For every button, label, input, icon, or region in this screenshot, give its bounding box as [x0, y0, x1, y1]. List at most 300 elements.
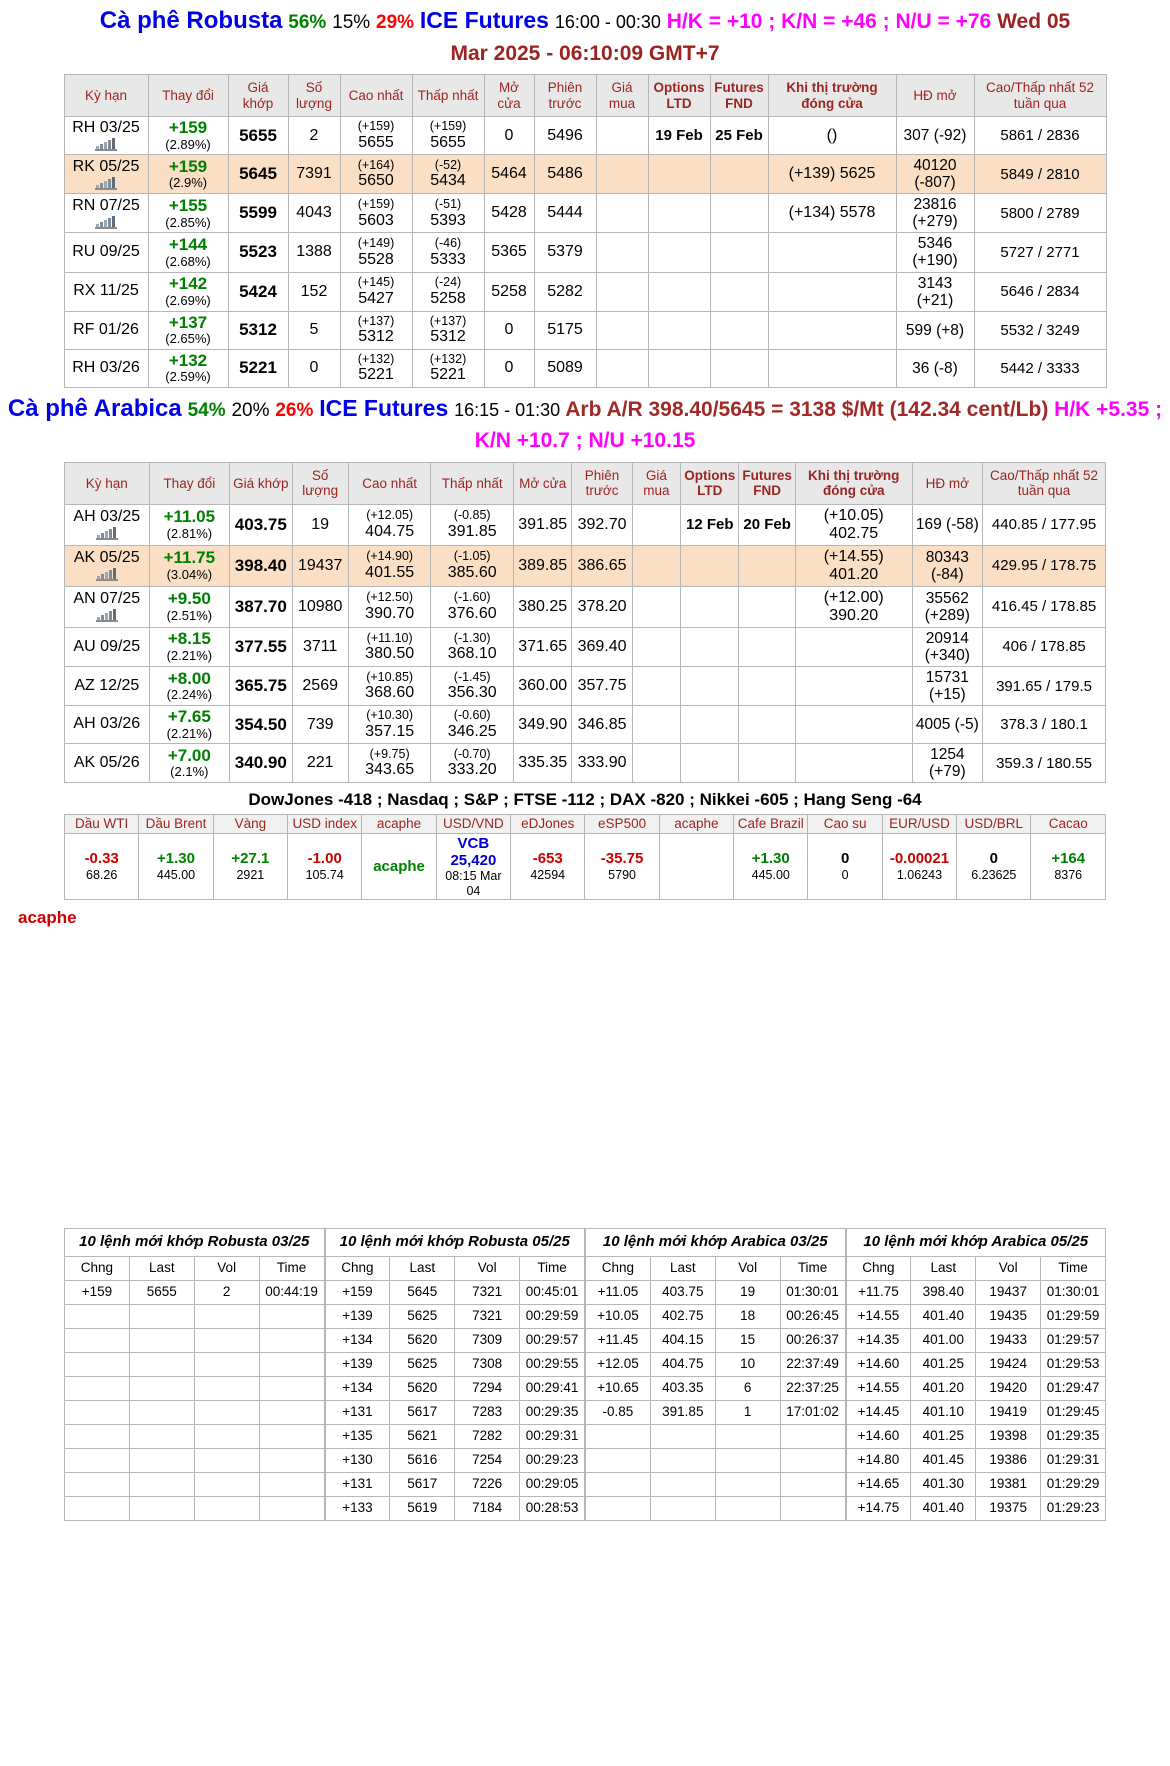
- arabica-open-interest: 15731 (+15): [912, 666, 982, 705]
- robusta-high-cell: [340, 272, 412, 311]
- col-open-interest: HĐ mở: [896, 75, 974, 117]
- quote-row[interactable]: [64, 233, 1106, 272]
- robusta-contract-symbol[interactable]: RU 09/25: [64, 233, 148, 272]
- arabica-contract-symbol[interactable]: AK 05/26: [65, 744, 150, 783]
- arabica-open-price: 391.85: [513, 504, 571, 545]
- order-cell-chng: +11.05: [586, 1280, 651, 1304]
- quote-row[interactable]: [64, 194, 1106, 233]
- order-cell-vol: 19424: [976, 1352, 1041, 1376]
- arabica-contract-symbol[interactable]: AU 09/25: [65, 627, 150, 666]
- order-row[interactable]: [325, 1352, 585, 1376]
- orders-col-chng: Chng: [586, 1256, 651, 1280]
- order-cell-last: 402.75: [650, 1304, 715, 1328]
- order-row[interactable]: [586, 1496, 846, 1520]
- order-cell-time: 01:29:57: [1041, 1328, 1106, 1352]
- high-delta: (+164): [357, 157, 395, 172]
- arabica-pct-red: 26%: [275, 399, 314, 421]
- robusta-contract-symbol[interactable]: RK 05/25: [64, 155, 148, 194]
- order-row[interactable]: [846, 1304, 1106, 1328]
- quote-row[interactable]: [65, 545, 1106, 586]
- order-row[interactable]: [65, 1328, 325, 1352]
- order-row[interactable]: [65, 1400, 325, 1424]
- change-value: +9.50: [167, 589, 211, 609]
- fx-primary-value: +27.1: [231, 850, 270, 868]
- order-row[interactable]: [846, 1496, 1106, 1520]
- order-cell-chng: +134: [325, 1328, 390, 1352]
- low-value: 5393: [430, 211, 466, 229]
- change-percent: (2.21%): [166, 725, 213, 741]
- order-row[interactable]: [846, 1376, 1106, 1400]
- order-row[interactable]: [846, 1400, 1106, 1424]
- robusta-open-interest: 5346 (+190): [896, 233, 974, 272]
- fx-secondary-value: 6.23625: [971, 867, 1017, 882]
- fx-primary-value: +164: [1051, 850, 1086, 868]
- robusta-high-cell: [340, 117, 412, 155]
- quote-row[interactable]: [65, 666, 1106, 705]
- robusta-quote-table: [64, 74, 1107, 387]
- world-indices-line: DowJones -418 ; Nasdaq ; S&P ; FTSE -112 ; DAX -820 ; Nikkei -605 ; Hang Seng -64: [248, 790, 922, 810]
- order-cell-time: [259, 1448, 324, 1472]
- quote-row[interactable]: [65, 627, 1106, 666]
- quote-row[interactable]: [64, 155, 1106, 194]
- arabica-settlement: [795, 706, 912, 744]
- change-value: +8.15: [167, 629, 211, 649]
- quote-row[interactable]: [64, 349, 1106, 387]
- fx-col-header: Cacao: [1031, 815, 1106, 834]
- arabica-settlement: (+12.00) 390.20: [795, 586, 912, 627]
- fx-secondary-value: 42594: [530, 867, 566, 882]
- order-cell-time: 00:26:37: [780, 1328, 845, 1352]
- mini-chart-icon[interactable]: [95, 216, 117, 229]
- order-cell-vol: [715, 1496, 780, 1520]
- high-delta: (+137): [357, 313, 395, 328]
- fx-primary-value: -653: [532, 850, 563, 868]
- order-row[interactable]: [65, 1496, 325, 1520]
- order-cell-chng: +14.45: [846, 1400, 911, 1424]
- low-value: 5221: [430, 366, 466, 384]
- order-row[interactable]: [586, 1304, 846, 1328]
- quote-row[interactable]: [64, 117, 1106, 155]
- order-cell-vol: [194, 1496, 259, 1520]
- order-cell-chng: +10.65: [586, 1376, 651, 1400]
- arabica-52w-range: 391.65 / 179.5: [983, 666, 1106, 705]
- order-cell-last: [129, 1400, 194, 1424]
- mini-chart-icon[interactable]: [96, 609, 118, 622]
- order-cell-last: 401.10: [911, 1400, 976, 1424]
- order-row[interactable]: [586, 1280, 846, 1304]
- high-delta: (+132): [357, 351, 395, 366]
- col-ky-han: Kỳ hạn: [64, 75, 148, 117]
- order-cell-chng: +14.60: [846, 1352, 911, 1376]
- col-thap-nhat: Thấp nhất: [431, 462, 514, 504]
- order-cell-chng: +159: [325, 1280, 390, 1304]
- order-row[interactable]: [65, 1352, 325, 1376]
- arabica-settlement: [795, 744, 912, 783]
- robusta-high-cell: [340, 194, 412, 233]
- change-percent: (2.81%): [166, 526, 213, 542]
- robusta-futures-fnd: [710, 349, 768, 387]
- robusta-contract-symbol[interactable]: RN 07/25: [64, 194, 148, 233]
- order-row[interactable]: [65, 1376, 325, 1400]
- order-cell-last: 5619: [390, 1496, 455, 1520]
- robusta-low-cell: [412, 272, 484, 311]
- high-delta: (+11.10): [366, 630, 413, 645]
- order-cell-chng: +133: [325, 1496, 390, 1520]
- arabica-52w-range: 359.3 / 180.55: [983, 744, 1106, 783]
- low-delta: (-1.60): [453, 590, 491, 605]
- order-cell-chng: +11.45: [586, 1328, 651, 1352]
- arabica-settlement: (+14.55) 401.20: [795, 545, 912, 586]
- order-cell-time: 00:45:01: [520, 1280, 585, 1304]
- order-cell-chng: [65, 1376, 130, 1400]
- fx-col-header: EUR/USD: [882, 815, 956, 834]
- order-cell-vol: 7254: [455, 1448, 520, 1472]
- arabica-quote-table: [64, 462, 1106, 783]
- orders-col-vol: Vol: [455, 1256, 520, 1280]
- order-row[interactable]: [846, 1352, 1106, 1376]
- change-percent: (2.65%): [165, 331, 211, 347]
- fx-secondary-value: 8376: [1054, 867, 1083, 882]
- quote-row[interactable]: [65, 744, 1106, 783]
- low-value: 5434: [430, 172, 466, 190]
- order-cell-time: 00:29:35: [520, 1400, 585, 1424]
- order-row[interactable]: [65, 1280, 325, 1304]
- order-cell-last: 398.40: [911, 1280, 976, 1304]
- order-cell-chng: +14.35: [846, 1328, 911, 1352]
- col-gia-mua: Giá mua: [596, 75, 648, 117]
- high-value: 5221: [358, 366, 394, 384]
- robusta-title: Cà phê Robusta: [99, 7, 283, 34]
- order-row[interactable]: [325, 1424, 585, 1448]
- robusta-contract-symbol[interactable]: RF 01/26: [64, 311, 148, 349]
- order-cell-time: [259, 1424, 324, 1448]
- order-cell-time: [259, 1304, 324, 1328]
- robusta-volume: 7391: [288, 155, 340, 194]
- arabica-bid-price: [632, 504, 680, 545]
- quote-row[interactable]: [65, 706, 1106, 744]
- high-delta: (+10.30): [366, 708, 414, 723]
- orders-col-chng: Chng: [65, 1256, 130, 1280]
- order-cell-chng: [65, 1304, 130, 1328]
- robusta-settlement: (): [768, 117, 896, 155]
- order-row[interactable]: [325, 1304, 585, 1328]
- arabica-contract-symbol[interactable]: AZ 12/25: [65, 666, 150, 705]
- order-cell-vol: 18: [715, 1304, 780, 1328]
- mini-chart-icon[interactable]: [96, 568, 118, 581]
- fx-secondary-value: 68.26: [86, 867, 118, 882]
- change-value: +11.05: [163, 507, 216, 527]
- robusta-low-cell: [412, 194, 484, 233]
- order-cell-vol: 1: [715, 1400, 780, 1424]
- quote-row[interactable]: [64, 272, 1106, 311]
- order-cell-vol: 19398: [976, 1424, 1041, 1448]
- order-row[interactable]: [325, 1472, 585, 1496]
- order-cell-time: 01:29:53: [1041, 1352, 1106, 1376]
- order-cell-last: 5625: [390, 1352, 455, 1376]
- low-value: 346.25: [447, 722, 497, 740]
- fx-secondary-value: 2921: [236, 867, 265, 882]
- order-cell-last: 401.40: [911, 1304, 976, 1328]
- col-so-luong: Số lượng: [288, 75, 340, 117]
- robusta-volume: 2: [288, 117, 340, 155]
- order-row[interactable]: [325, 1328, 585, 1352]
- recent-orders-area: [64, 1228, 1106, 1521]
- col-phien-truoc: Phiên trước: [572, 462, 632, 504]
- order-row[interactable]: [586, 1472, 846, 1496]
- robusta-52w-range: 5849 / 2810: [974, 155, 1106, 194]
- low-delta: (-52): [434, 157, 462, 172]
- order-cell-vol: 7282: [455, 1424, 520, 1448]
- arabica-change-cell: [149, 627, 230, 666]
- robusta-low-cell: [412, 117, 484, 155]
- order-cell-time: 17:01:02: [780, 1400, 845, 1424]
- arabica-52w-range: 429.95 / 178.75: [983, 545, 1106, 586]
- arabica-high-cell: [348, 706, 431, 744]
- robusta-settlement: [768, 272, 896, 311]
- order-cell-last: 401.30: [911, 1472, 976, 1496]
- arabica-contract-symbol[interactable]: AK 05/25: [65, 545, 150, 586]
- robusta-last-price: 5645: [228, 155, 288, 194]
- fx-value-cell: [808, 833, 882, 899]
- order-cell-chng: +135: [325, 1424, 390, 1448]
- fx-col-header: eDJones: [511, 815, 585, 834]
- order-cell-time: [780, 1472, 845, 1496]
- arabica-contract-symbol[interactable]: AN 07/25: [65, 586, 150, 627]
- col-phien-truoc: Phiên trước: [534, 75, 596, 117]
- order-cell-time: 01:29:35: [1041, 1424, 1106, 1448]
- order-cell-last: 5617: [390, 1400, 455, 1424]
- order-row[interactable]: [586, 1376, 846, 1400]
- fx-secondary-value: 445.00: [156, 867, 196, 882]
- order-row[interactable]: [325, 1280, 585, 1304]
- order-cell-vol: 7308: [455, 1352, 520, 1376]
- quote-row[interactable]: [64, 311, 1106, 349]
- col-mo-cua: Mở cửa: [484, 75, 534, 117]
- arabica-prev-close: 378.20: [572, 586, 632, 627]
- order-cell-last: 401.20: [911, 1376, 976, 1400]
- order-cell-chng: +12.05: [586, 1352, 651, 1376]
- arabica-bid-price: [632, 627, 680, 666]
- robusta-spreads: H/K = +10 ; K/N = +46 ; N/U = +76: [666, 10, 992, 33]
- order-cell-last: 5620: [390, 1376, 455, 1400]
- fx-value-cell: [734, 833, 808, 899]
- order-row[interactable]: [325, 1376, 585, 1400]
- order-row[interactable]: [65, 1424, 325, 1448]
- order-row[interactable]: [586, 1328, 846, 1352]
- arabica-open-interest: 35562 (+289): [912, 586, 982, 627]
- order-cell-last: 5645: [390, 1280, 455, 1304]
- arabica-prev-close: 346.85: [572, 706, 632, 744]
- arabica-volume: 10980: [292, 586, 348, 627]
- order-row[interactable]: [586, 1400, 846, 1424]
- order-cell-chng: +159: [65, 1280, 130, 1304]
- order-cell-vol: [715, 1424, 780, 1448]
- mini-chart-icon[interactable]: [95, 138, 117, 151]
- order-row[interactable]: [65, 1304, 325, 1328]
- arabica-open-price: 371.65: [513, 627, 571, 666]
- fx-col-header: Dầu WTI: [65, 815, 139, 834]
- arabica-bid-price: [632, 666, 680, 705]
- arabica-volume: 3711: [292, 627, 348, 666]
- robusta-options-ltd: [648, 272, 710, 311]
- order-cell-last: [650, 1448, 715, 1472]
- robusta-high-cell: [340, 155, 412, 194]
- change-value: +137: [168, 312, 208, 332]
- order-cell-vol: [194, 1352, 259, 1376]
- mini-chart-icon[interactable]: [95, 177, 117, 190]
- order-cell-chng: [586, 1424, 651, 1448]
- order-cell-chng: +134: [325, 1376, 390, 1400]
- orders-panel: [585, 1228, 846, 1521]
- order-row[interactable]: [325, 1496, 585, 1520]
- order-cell-time: 22:37:25: [780, 1376, 845, 1400]
- arabica-low-cell: [431, 504, 514, 545]
- high-delta: (+12.05): [366, 508, 414, 523]
- fx-value-cell: [139, 833, 213, 899]
- col-mo-cua: Mở cửa: [513, 462, 571, 504]
- arabica-high-cell: [348, 586, 431, 627]
- order-cell-vol: 2: [194, 1280, 259, 1304]
- order-row[interactable]: [586, 1448, 846, 1472]
- orders-col-vol: Vol: [194, 1256, 259, 1280]
- order-cell-vol: 19435: [976, 1304, 1041, 1328]
- order-cell-chng: [586, 1472, 651, 1496]
- fx-secondary-value: 445.00: [751, 867, 790, 882]
- robusta-contract-symbol[interactable]: RH 03/26: [64, 349, 148, 387]
- arabica-contract-symbol[interactable]: AH 03/26: [65, 706, 150, 744]
- arabica-volume: 19: [292, 504, 348, 545]
- order-cell-last: [129, 1472, 194, 1496]
- orders-col-time: Time: [1041, 1256, 1106, 1280]
- robusta-contract-symbol[interactable]: RH 03/25: [64, 117, 148, 155]
- arabica-low-cell: [431, 706, 514, 744]
- arabica-futures-fnd: [739, 706, 795, 744]
- arabica-last-price: 387.70: [230, 586, 292, 627]
- robusta-prev-close: 5379: [534, 233, 596, 272]
- low-delta: (-0.60): [453, 708, 491, 723]
- arabica-low-cell: [431, 627, 514, 666]
- order-cell-time: 00:29:31: [520, 1424, 585, 1448]
- order-row[interactable]: [846, 1424, 1106, 1448]
- arabica-options-ltd: [681, 586, 739, 627]
- robusta-volume: 4043: [288, 194, 340, 233]
- orders-panel-title: 10 lệnh mới khớp Arabica 05/25: [846, 1228, 1106, 1256]
- order-row[interactable]: [65, 1448, 325, 1472]
- robusta-last-price: 5523: [228, 233, 288, 272]
- change-value: +159: [168, 118, 208, 138]
- col-futures-fnd: Futures FND: [710, 75, 768, 117]
- order-cell-vol: 6: [715, 1376, 780, 1400]
- arabica-exchange: ICE Futures: [319, 394, 449, 421]
- robusta-52w-range: 5861 / 2836: [974, 117, 1106, 155]
- order-cell-vol: 7294: [455, 1376, 520, 1400]
- arabica-last-price: 365.75: [230, 666, 292, 705]
- arabica-last-price: 354.50: [230, 706, 292, 744]
- robusta-open-price: 5428: [484, 194, 534, 233]
- robusta-prev-close: 5444: [534, 194, 596, 233]
- robusta-contract-symbol[interactable]: RX 11/25: [64, 272, 148, 311]
- order-cell-last: 403.75: [650, 1280, 715, 1304]
- fx-value-cell: [511, 833, 585, 899]
- orders-col-vol: Vol: [976, 1256, 1041, 1280]
- quote-row[interactable]: [65, 504, 1106, 545]
- arabica-volume: 221: [292, 744, 348, 783]
- low-delta: (-51): [434, 197, 462, 211]
- order-cell-vol: 15: [715, 1328, 780, 1352]
- change-value: +132: [168, 350, 208, 370]
- robusta-high-cell: [340, 349, 412, 387]
- order-row[interactable]: [325, 1448, 585, 1472]
- change-percent: (3.04%): [166, 567, 213, 583]
- robusta-52w-range: 5727 / 2771: [974, 233, 1106, 272]
- orders-panel-title: 10 lệnh mới khớp Robusta 03/25: [65, 1228, 325, 1256]
- change-percent: (2.21%): [166, 648, 213, 664]
- robusta-prev-close: 5486: [534, 155, 596, 194]
- robusta-open-price: 5258: [484, 272, 534, 311]
- fx-value-cell: [659, 833, 733, 899]
- robusta-open-interest: 599 (+8): [896, 311, 974, 349]
- order-cell-chng: +14.55: [846, 1376, 911, 1400]
- high-delta: (+9.75): [369, 746, 410, 761]
- robusta-low-cell: [412, 349, 484, 387]
- order-row[interactable]: [65, 1472, 325, 1496]
- high-value: 5427: [358, 289, 394, 307]
- order-cell-vol: [194, 1448, 259, 1472]
- robusta-change-cell: [148, 233, 228, 272]
- fx-primary-value: VCB 25,420: [450, 834, 497, 869]
- order-cell-last: [129, 1304, 194, 1328]
- order-cell-chng: +14.75: [846, 1496, 911, 1520]
- order-cell-time: [259, 1328, 324, 1352]
- order-cell-time: [259, 1472, 324, 1496]
- order-row[interactable]: [325, 1400, 585, 1424]
- orders-panel-title: 10 lệnh mới khớp Robusta 05/25: [325, 1228, 585, 1256]
- order-cell-vol: 19437: [976, 1280, 1041, 1304]
- arabica-contract-symbol[interactable]: AH 03/25: [65, 504, 150, 545]
- order-cell-chng: +131: [325, 1400, 390, 1424]
- robusta-change-cell: [148, 117, 228, 155]
- orders-table: [846, 1228, 1107, 1521]
- orders-col-time: Time: [259, 1256, 324, 1280]
- robusta-last-price: 5655: [228, 117, 288, 155]
- arabica-high-cell: [348, 545, 431, 586]
- mini-chart-icon[interactable]: [96, 527, 118, 540]
- order-cell-time: 01:29:23: [1041, 1496, 1106, 1520]
- order-row[interactable]: [846, 1472, 1106, 1496]
- col-ky-han: Kỳ hạn: [65, 462, 150, 504]
- robusta-settlement: (+134) 5578: [768, 194, 896, 233]
- order-row[interactable]: [846, 1280, 1106, 1304]
- robusta-52w-range: 5800 / 2789: [974, 194, 1106, 233]
- order-cell-time: 01:29:47: [1041, 1376, 1106, 1400]
- arabica-prev-close: 392.70: [572, 504, 632, 545]
- orders-table: [325, 1228, 586, 1521]
- low-value: 356.30: [447, 684, 497, 702]
- order-cell-vol: 7184: [455, 1496, 520, 1520]
- order-cell-last: 5616: [390, 1448, 455, 1472]
- order-row[interactable]: [586, 1424, 846, 1448]
- arabica-last-price: 340.90: [230, 744, 292, 783]
- order-cell-last: 401.25: [911, 1352, 976, 1376]
- order-row[interactable]: [846, 1448, 1106, 1472]
- order-row[interactable]: [846, 1328, 1106, 1352]
- fx-primary-value: -0.00021: [889, 850, 950, 868]
- quote-row[interactable]: [65, 586, 1106, 627]
- robusta-pct-black: 15%: [332, 12, 371, 33]
- robusta-banner: [0, 0, 1170, 71]
- arabica-settlement: (+10.05) 402.75: [795, 504, 912, 545]
- order-row[interactable]: [586, 1352, 846, 1376]
